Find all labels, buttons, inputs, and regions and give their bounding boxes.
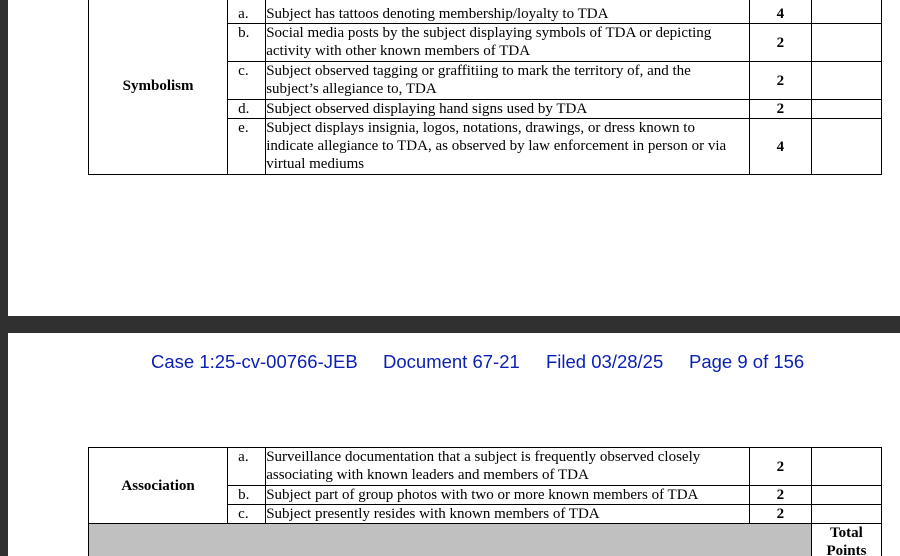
pdf-page-9 bbox=[8, 333, 900, 556]
association-criteria-table bbox=[88, 447, 882, 556]
row-description: Subject displays insignia, logos, notations, drawings, or dress known to indicate allegiance to TDA, as observed by law enforcement in person or via virtual mediums bbox=[266, 119, 750, 175]
case-number: Case 1:25-cv-00766-JEB bbox=[151, 351, 358, 372]
score-cell bbox=[811, 24, 881, 62]
category-association: Association bbox=[89, 448, 228, 524]
score-cell bbox=[811, 100, 881, 119]
pdf-page-previous bbox=[8, 0, 900, 316]
row-points: 2 bbox=[749, 100, 811, 119]
row-description: Social media posts by the subject displaying symbols of TDA or depicting activity with other known members of TDA bbox=[266, 24, 750, 62]
row-description: Subject observed tagging or graffitiing to mark the territory of, and the subject’s allegiance to, TDA bbox=[266, 62, 750, 100]
row-letter: b. bbox=[228, 486, 266, 505]
total-points-label: Total Points bbox=[811, 524, 881, 556]
score-cell bbox=[811, 486, 881, 505]
row-letter: b. bbox=[228, 24, 266, 62]
row-description: Subject observed displaying hand signs used by TDA bbox=[266, 100, 750, 119]
row-letter: d. bbox=[228, 100, 266, 119]
score-cell bbox=[811, 62, 881, 100]
row-letter: c. bbox=[228, 505, 266, 524]
table-row bbox=[89, 448, 882, 486]
page-number: Page 9 of 156 bbox=[689, 351, 805, 372]
total-points-row bbox=[89, 524, 882, 556]
row-points: 2 bbox=[749, 24, 811, 62]
row-description: Subject part of group photos with two or more known members of TDA bbox=[266, 486, 750, 505]
row-description: Subject presently resides with known members of TDA bbox=[266, 505, 750, 524]
row-description: Surveillance documentation that a subject is frequently observed closely associating with known leaders and members of TDA bbox=[266, 448, 750, 486]
row-points: 2 bbox=[749, 448, 811, 486]
row-points: 2 bbox=[749, 486, 811, 505]
court-filing-header bbox=[8, 351, 900, 373]
row-points: 4 bbox=[749, 119, 811, 175]
row-points: 4 bbox=[749, 0, 811, 24]
score-cell bbox=[811, 448, 881, 486]
category-symbolism: Symbolism bbox=[89, 0, 228, 175]
score-cell bbox=[811, 119, 881, 175]
table-row bbox=[89, 0, 882, 24]
row-letter: a. bbox=[228, 448, 266, 486]
row-points: 2 bbox=[749, 505, 811, 524]
symbolism-criteria-table bbox=[88, 0, 882, 175]
row-letter: e. bbox=[228, 119, 266, 175]
total-shaded-cell bbox=[89, 524, 812, 556]
document-number: Document 67-21 bbox=[383, 351, 520, 372]
row-description: Subject has tattoos denoting membership/loyalty to TDA bbox=[266, 0, 750, 24]
score-cell bbox=[811, 0, 881, 24]
row-letter: c. bbox=[228, 62, 266, 100]
row-letter: a. bbox=[228, 0, 266, 24]
row-points: 2 bbox=[749, 62, 811, 100]
filed-date: Filed 03/28/25 bbox=[546, 351, 664, 372]
score-cell bbox=[811, 505, 881, 524]
